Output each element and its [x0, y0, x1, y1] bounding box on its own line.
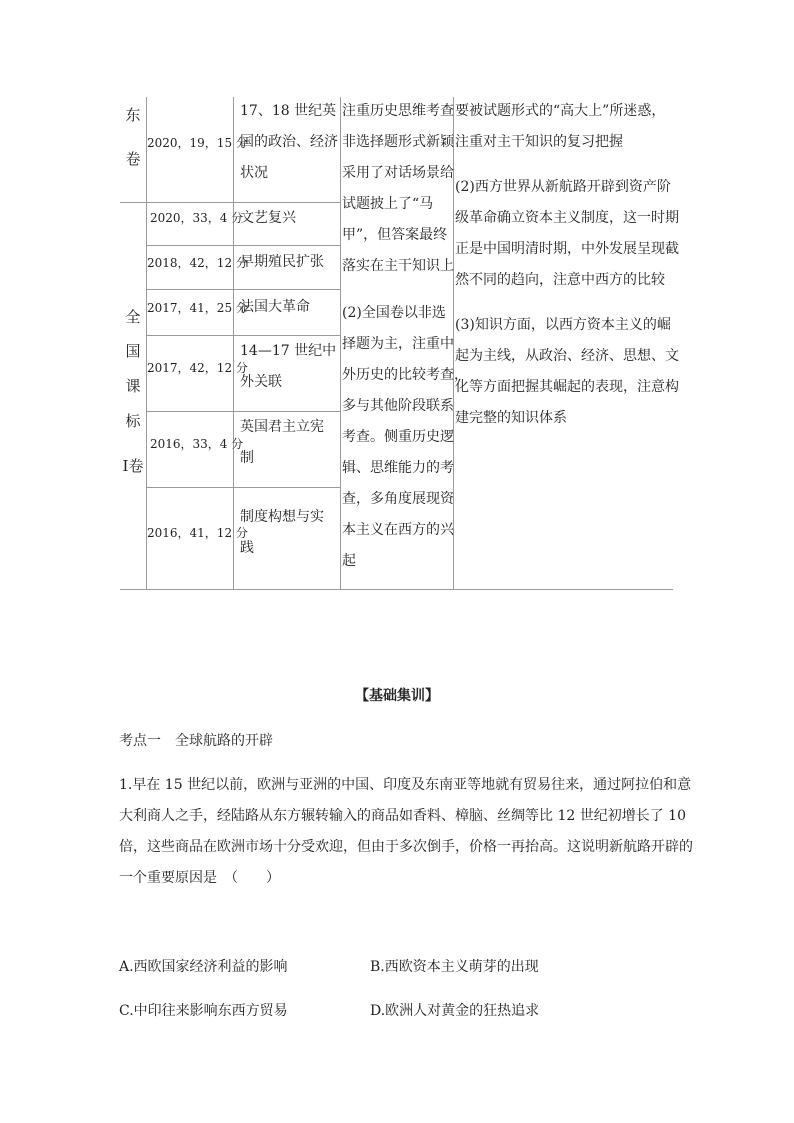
table-col-line-2: [233, 97, 234, 590]
table-row-line-6: [146, 487, 340, 488]
analysis-line: 试题披上了“马: [342, 196, 434, 212]
advice-line: 级革命确立资本主义制度，这一时期: [455, 210, 679, 226]
region-national-char: Ⅰ卷: [122, 457, 144, 475]
analysis-line: 多与其他阶段联系: [342, 398, 454, 414]
analysis-line: 非选择题形式新颖: [342, 134, 454, 150]
region-national-char: 国: [125, 342, 141, 360]
analysis-line: 本主义在西方的兴: [342, 522, 454, 538]
advice-line: 起为主线，从政治、经济、思想、文: [455, 348, 679, 364]
table-cell-topic: 国的政治、经济: [240, 134, 338, 150]
table-col-line-3: [340, 97, 341, 590]
option-a[interactable]: A.西欧国家经济利益的影响: [119, 959, 288, 975]
region-east-char: 东: [125, 106, 141, 124]
option-d[interactable]: D.欧洲人对黄金的狂热追求: [370, 1003, 540, 1019]
advice-line: 要被试题形式的“高大上”所迷惑，: [455, 103, 666, 119]
kaodian-heading: 考点一 全球航路的开辟: [119, 733, 273, 749]
advice-line: 注重对主干知识的复习把握: [455, 134, 623, 150]
option-b[interactable]: B.西欧资本主义萌芽的出现: [370, 959, 539, 975]
analysis-line: 辑、思维能力的考: [342, 460, 454, 476]
analysis-line: 落实在主干知识上: [342, 258, 454, 274]
table-cell-score: 2016，33，4 分: [150, 437, 244, 451]
analysis-line: 外历史的比较考查，: [342, 367, 468, 383]
region-national-char: 课: [125, 377, 141, 395]
table-cell-topic: 早期殖民扩张: [240, 254, 324, 270]
section-title: 【基础集训】: [355, 688, 439, 704]
table-cell-score: 2017，41，25 分: [147, 301, 248, 315]
table-row-line-2: [146, 245, 340, 246]
analysis-line: 起: [342, 553, 356, 569]
advice-line: 正是中国明清时期，中外发展呈现截: [455, 241, 679, 257]
table-cell-topic: 英国君主立宪: [240, 419, 324, 435]
table-cell-score: 2020，33，4 分: [150, 211, 244, 225]
table-cell-topic: 外关联: [240, 374, 282, 390]
analysis-line: 择题为主，注重中: [342, 336, 454, 352]
table-cell-score: 2017，42，12 分: [147, 361, 248, 375]
table-cell-score: 2018，42，12 分: [147, 256, 248, 270]
table-cell-topic: 法国大革命: [240, 299, 310, 315]
option-c[interactable]: C.中印往来影响东西方贸易: [119, 1003, 288, 1019]
region-national-char: 全: [125, 308, 141, 326]
table-cell-topic: 17、18 世纪英: [240, 103, 337, 119]
table-bottom-line: [120, 589, 673, 590]
table-cell-score: 2016，41，12 分: [147, 526, 248, 540]
analysis-line: 考查。侧重历史逻: [342, 429, 454, 445]
table-cell-topic: 状况: [240, 165, 268, 181]
table-cell-topic: 制度构想与实: [240, 509, 324, 525]
question-stem-line: 大利商人之手，经陆路从东方辗转输入的商品如香料、樟脑、丝绸等比 12 世纪初增长了 10: [119, 808, 686, 824]
advice-line: (2)西方世界从新航路开辟到资产阶: [455, 179, 671, 195]
question-stem-line: 一个重要原因是 （ ）: [119, 870, 280, 886]
analysis-line: 甲”，但答案最终: [342, 227, 448, 243]
table-cell-score: 2020，19，15 分: [147, 136, 248, 150]
region-national-char: 标: [125, 412, 141, 430]
table-cell-topic: 制: [240, 450, 254, 466]
advice-line: (3)知识方面，以西方资本主义的崛: [455, 317, 671, 333]
question-stem-line: 倍，这些商品在欧洲市场十分受欢迎，但由于多次倒手，价格一再抬高。这说明新航路开辟的: [119, 839, 693, 855]
analysis-line: 查，多角度展现资: [342, 491, 454, 507]
analysis-line: 注重历史思维考查: [342, 103, 454, 119]
table-cell-topic: 14—17 世纪中: [240, 343, 337, 359]
advice-line: 建完整的知识体系: [455, 410, 567, 426]
region-east-char: 卷: [125, 150, 141, 168]
table-row-line-3: [146, 289, 340, 290]
analysis-line: (2)全国卷以非选: [342, 305, 446, 321]
analysis-line: 采用了对话场景给: [342, 165, 454, 181]
question-stem-line: 1.早在 15 世纪以前，欧洲与亚洲的中国、印度及东南亚等地就有贸易往来，通过阿拉伯和意: [119, 777, 692, 793]
advice-line: 然不同的趋向，注意中西方的比较: [455, 272, 665, 288]
table-cell-topic: 践: [240, 540, 254, 556]
advice-line: 化等方面把握其崛起的表现，注意构: [455, 379, 679, 395]
table-cell-topic: 文艺复兴: [240, 210, 296, 226]
